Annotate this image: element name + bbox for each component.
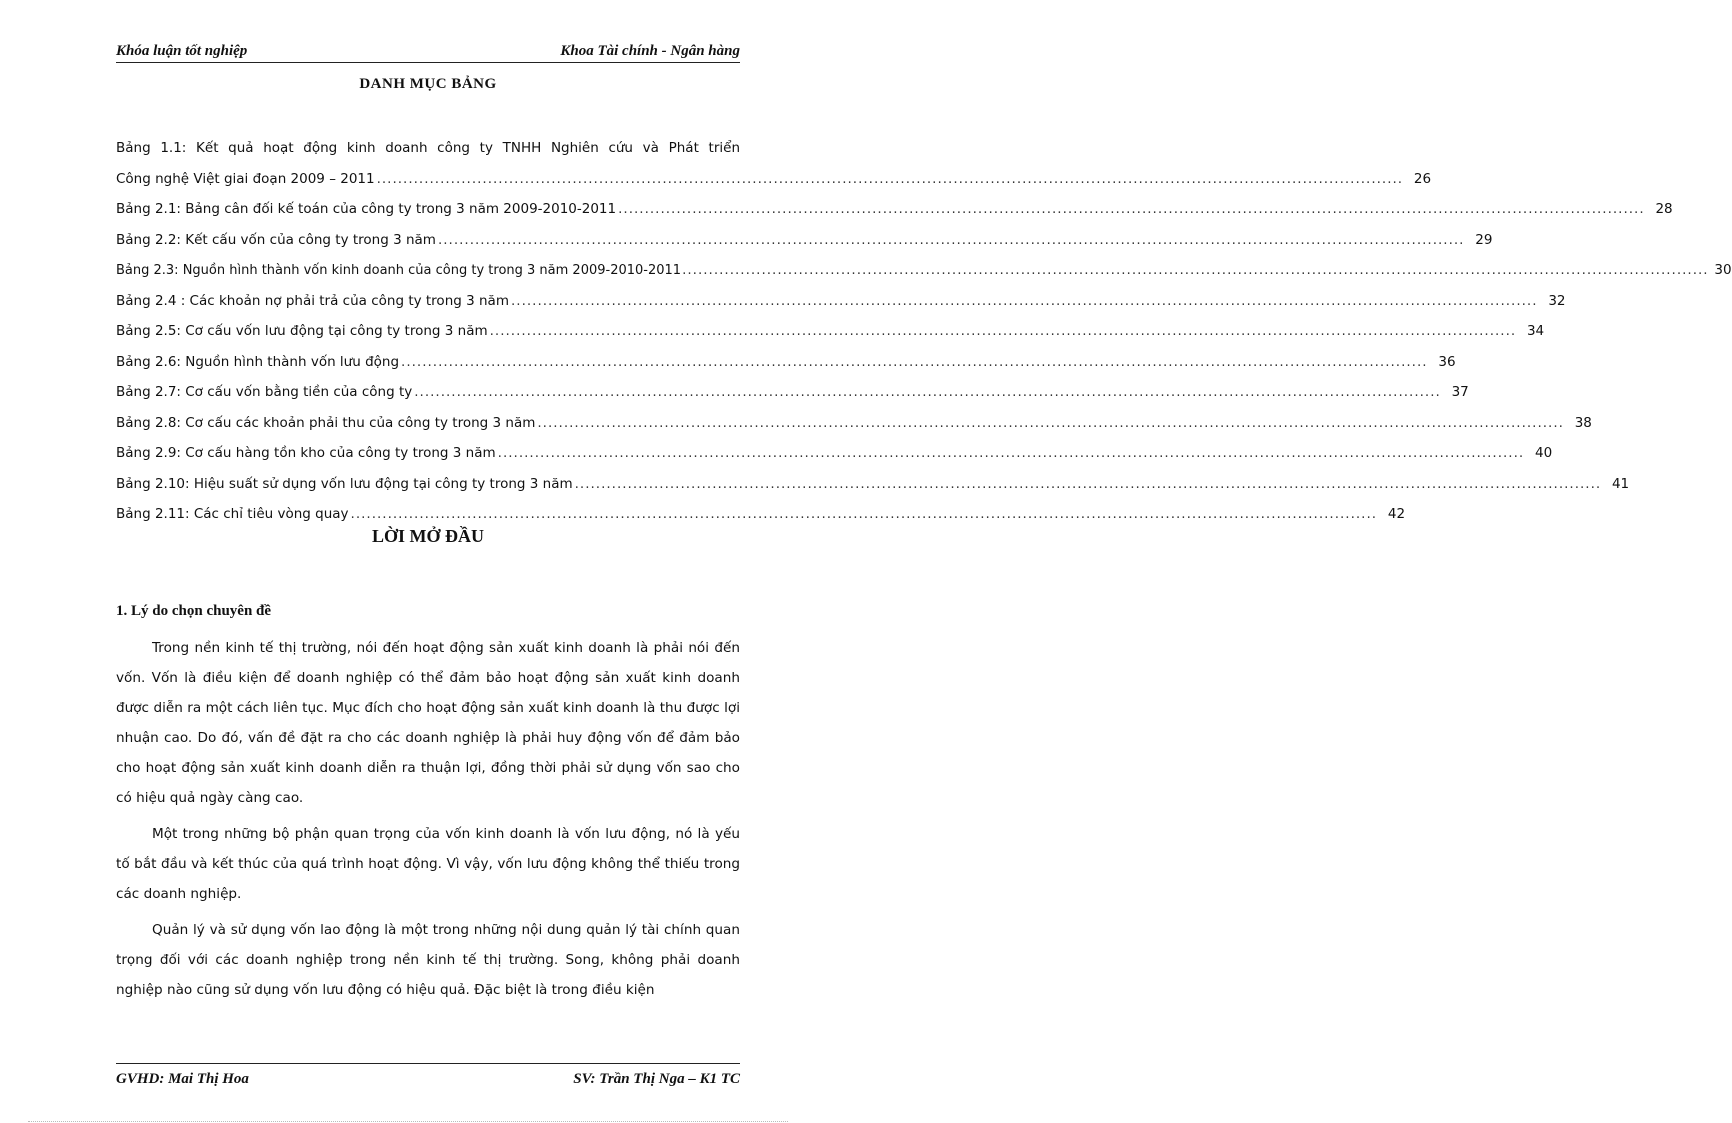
toc-entry-label: Bảng 2.4 : Các khoản nợ phải trả của công ty trong 3 năm bbox=[116, 292, 509, 309]
toc-leader-dots bbox=[438, 225, 1465, 256]
paragraph: Trong nền kinh tế thị trường, nói đến hoạt động sản xuất kinh doanh là phải nói đến vốn. Vốn là điều kiện để doanh nghiệp có thể đảm bảo hoạt động sản xuất kinh doanh được diễn ra một cách liên tục. Mục đích cho hoạt động sản xuất kinh doanh là thu được lợi nhuận cao. Do đó, vấn đề đặt ra cho các doanh nghiệp là phải huy động vốn để đảm bảo cho hoạt động sản xuất kinh doanh diễn ra thuận lợi, đồng thời phải sử dụng vốn sao cho có hiệu quả ngày càng cao. bbox=[116, 640, 740, 806]
toc-entry-label: Bảng 2.5: Cơ cấu vốn lưu động tại công ty trong 3 năm bbox=[116, 323, 488, 339]
toc-entry-1-line1: Bảng 1.1: Kết quả hoạt động kinh doanh công ty TNHH Nghiên cứu và Phát triển bbox=[116, 140, 740, 156]
toc-entry bbox=[116, 438, 1553, 469]
sub-heading: 1. Lý do chọn chuyên đề bbox=[116, 603, 272, 619]
toc-entry bbox=[116, 347, 1456, 378]
toc-leader-dots bbox=[498, 438, 1525, 469]
toc-leader-dots bbox=[575, 469, 1602, 500]
header-right: Khoa Tài chính - Ngân hàng bbox=[560, 43, 740, 59]
paragraph: Một trong những bộ phận quan trọng của vốn kinh doanh là vốn lưu động, nó là yếu tố bắt đầu và kết thúc của quá trình hoạt động. Vì vậy, vốn lưu động không thể thiếu trong các doanh nghiệp. bbox=[116, 826, 740, 902]
toc-entry-page: 40 bbox=[1534, 445, 1553, 461]
toc-entry-page: 42 bbox=[1387, 506, 1406, 522]
page-edge-divider bbox=[28, 1121, 788, 1122]
section-title: LỜI MỞ ĐẦU bbox=[372, 526, 484, 546]
body-text bbox=[116, 633, 740, 1011]
page-header bbox=[116, 38, 740, 63]
toc-entry-page: 32 bbox=[1548, 292, 1566, 309]
toc-entry-label: Bảng 2.8: Cơ cấu các khoản phải thu của công ty trong 3 năm bbox=[116, 414, 536, 431]
toc-entry bbox=[116, 255, 1732, 286]
toc-leader-dots bbox=[414, 377, 1441, 408]
toc-entry-label: Bảng 2.10: Hiệu suất sử dụng vốn lưu động tại công ty trong 3 năm bbox=[116, 475, 573, 492]
toc-entry bbox=[116, 316, 1545, 347]
toc-entry-page: 26 bbox=[1413, 170, 1432, 187]
toc-leader-dots bbox=[351, 499, 1378, 530]
toc-entry-1-line2 bbox=[116, 164, 1432, 195]
toc-entry-label: Bảng 2.2: Kết cấu vốn của công ty trong 3 năm bbox=[116, 231, 436, 248]
toc-leader-dots bbox=[682, 255, 1709, 286]
toc-entry-label: Bảng 2.1: Bảng cân đối kế toán của công ty trong 3 năm 2009-2010-2011 bbox=[116, 201, 617, 217]
toc-entry bbox=[116, 377, 1469, 408]
toc-entry bbox=[116, 194, 1673, 225]
footer-right: SV: Trần Thị Nga – K1 TC bbox=[573, 1071, 740, 1087]
footer-left: GVHD: Mai Thị Hoa bbox=[116, 1071, 249, 1087]
toc-entry bbox=[116, 286, 1566, 317]
toc-entry bbox=[116, 225, 1493, 256]
toc-entry-page: 36 bbox=[1438, 353, 1456, 370]
table-of-tables bbox=[116, 133, 1732, 530]
toc-entry bbox=[116, 469, 1630, 500]
toc-entry-label: Công nghệ Việt giai đoạn 2009 – 2011 bbox=[116, 170, 375, 187]
toc-entry bbox=[116, 408, 1592, 439]
toc-leader-dots bbox=[618, 194, 1645, 225]
toc-entry-page: 41 bbox=[1611, 475, 1630, 492]
toc-entry-page: 34 bbox=[1526, 323, 1545, 339]
toc-leader-dots bbox=[490, 316, 1517, 347]
toc-entry-label: Bảng 2.3: Nguồn hình thành vốn kinh doanh của công ty trong 3 năm 2009-2010-2011 bbox=[116, 263, 682, 278]
header-left: Khóa luận tốt nghiệp bbox=[116, 43, 248, 59]
toc-entry-page: 37 bbox=[1451, 384, 1469, 400]
toc-entry-label: Bảng 2.11: Các chỉ tiêu vòng quay bbox=[116, 506, 349, 522]
toc-leader-dots bbox=[511, 286, 1538, 317]
toc-leader-dots bbox=[377, 164, 1404, 195]
toc-entry-label: Bảng 2.6: Nguồn hình thành vốn lưu động bbox=[116, 353, 400, 370]
toc-entry-label: Bảng 2.9: Cơ cấu hàng tồn kho của công ty trong 3 năm bbox=[116, 445, 496, 461]
toc-entry-label: Bảng 2.7: Cơ cấu vốn bằng tiền của công ty bbox=[116, 384, 413, 400]
toc-entry-page: 28 bbox=[1655, 201, 1673, 217]
page-footer bbox=[116, 1063, 740, 1088]
toc-entry-page: 30 bbox=[1714, 262, 1732, 278]
toc-leader-dots bbox=[537, 408, 1564, 439]
toc-entry-page: 38 bbox=[1574, 414, 1592, 431]
toc-entry bbox=[116, 499, 1406, 530]
toc-entry-page: 29 bbox=[1475, 231, 1493, 248]
toc-leader-dots bbox=[401, 347, 1428, 378]
toc-title: DANH MỤC BẢNG bbox=[359, 76, 497, 92]
paragraph: Quản lý và sử dụng vốn lao động là một trong những nội dung quản lý tài chính quan trọng đối với các doanh nghiệp trong nền kinh tế thị trường. Song, không phải doanh nghiệp nào cũng sử dụng vốn lưu động có hiệu quả. Đặc biệt là trong điều kiện bbox=[116, 922, 740, 998]
